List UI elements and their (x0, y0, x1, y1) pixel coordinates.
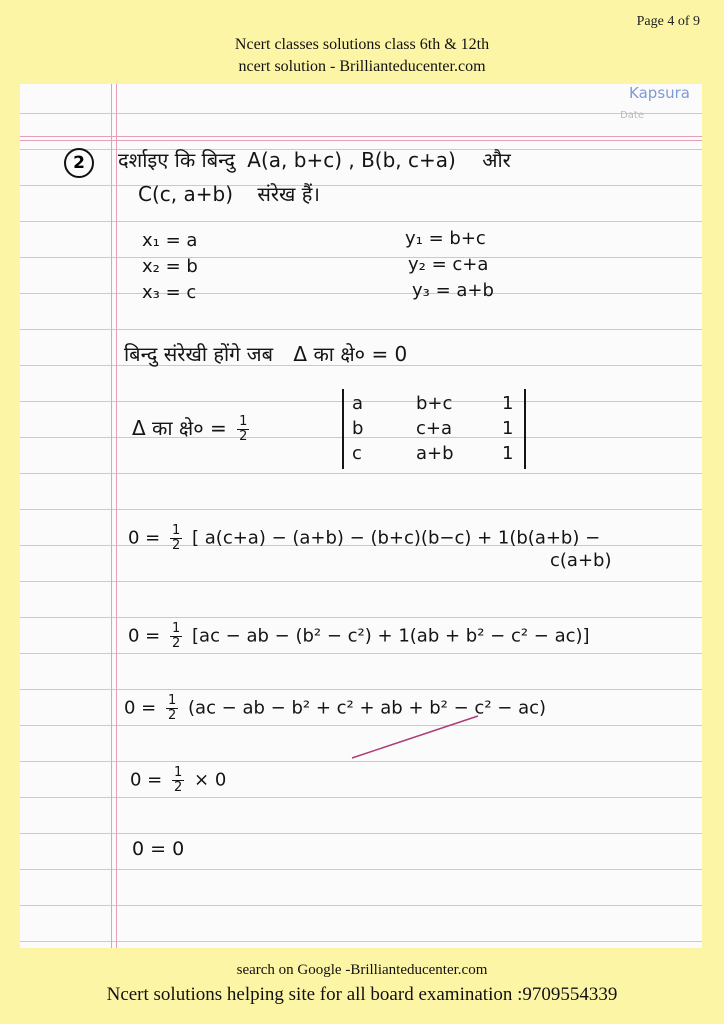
question-line-2 (138, 180, 320, 207)
det-cell: b+c (416, 393, 453, 414)
question-collinear: संरेख हैं। (257, 182, 320, 206)
det-cell: 1 (502, 443, 514, 464)
step-2-fraction (170, 622, 182, 651)
top-margin-line (20, 136, 702, 137)
area-label: Δ का क्षे० = (132, 416, 227, 440)
date-label: Date (620, 110, 644, 121)
footer-contact: Ncert solutions helping site for all board examination :9709554339 (106, 984, 618, 1005)
fraction-denominator: 2 (174, 780, 183, 795)
footer-search: search on Google -Brillianteducenter.com (236, 962, 488, 978)
question-line-1 (118, 146, 511, 173)
collinear-condition (124, 340, 407, 367)
given-y2: y₂ = c+a (408, 254, 489, 275)
question-points: A(a, b+c) , B(b, c+a) (247, 148, 456, 172)
step-4-fraction (172, 766, 184, 795)
step-2 (128, 622, 590, 651)
given-y3: y₃ = a+b (412, 280, 494, 301)
fraction-denominator: 2 (239, 429, 248, 444)
cancel-stroke (350, 714, 480, 760)
fraction-numerator: 1 (172, 523, 181, 538)
determinant (342, 389, 526, 469)
det-cell: 1 (502, 393, 514, 414)
question-hindi: दर्शाइए कि बिन्दु (118, 148, 235, 172)
fraction-denominator: 2 (168, 708, 177, 723)
given-y1: y₁ = b+c (405, 228, 486, 249)
step-1-lhs: 0 = (128, 527, 161, 549)
step-3-lhs: 0 = (124, 697, 157, 719)
step-5: 0 = 0 (132, 838, 185, 860)
det-cell: c (352, 443, 362, 464)
fraction-numerator: 1 (239, 414, 248, 429)
step-1-continued: c(a+b) (550, 550, 612, 571)
step-4 (130, 766, 226, 795)
step-3 (124, 694, 546, 723)
condition-hindi: बिन्दु संरेखी होंगे जब (124, 342, 274, 366)
step-1-rhs: [ a(c+a) − (a+b) − (b+c)(b−c) + 1(b(a+b) − (192, 527, 601, 549)
det-cell: c+a (416, 418, 453, 439)
condition-area: Δ का क्षे० = 0 (293, 342, 408, 366)
step-3-rhs: (ac − ab − b² + c² + ab + b² − c² − ac) (188, 697, 547, 719)
page-number: Page 4 of 9 (636, 14, 700, 29)
step-3-fraction (166, 694, 178, 723)
step-4-lhs: 0 = (130, 769, 163, 791)
det-cell: a (352, 393, 364, 414)
step-2-lhs: 0 = (128, 625, 161, 647)
fraction-numerator: 1 (172, 621, 181, 636)
fraction-numerator: 1 (174, 765, 183, 780)
det-cell: a+b (416, 443, 454, 464)
det-cell: 1 (502, 418, 514, 439)
given-x2: x₂ = b (142, 256, 198, 277)
fraction-numerator: 1 (168, 693, 177, 708)
question-and: और (482, 148, 511, 172)
notebook-brand: Kapsura (629, 84, 690, 102)
question-point-c: C(c, a+b) (138, 182, 233, 206)
given-x3: x₃ = c (142, 282, 197, 303)
question-number: 2 (64, 148, 94, 178)
step-1 (128, 524, 600, 553)
fraction-denominator: 2 (172, 538, 181, 553)
step-2-rhs: [ac − ab − (b² − c²) + 1(ab + b² − c² − ac)] (192, 625, 590, 647)
step-4-rhs: × 0 (194, 769, 227, 791)
det-cell: b (352, 418, 364, 439)
fraction-denominator: 2 (172, 636, 181, 651)
top-margin-line-2 (20, 140, 702, 141)
header-title: Ncert classes solutions class 6th & 12th (234, 36, 490, 53)
notebook-page (20, 84, 702, 948)
header-subtitle: ncert solution - Brillianteducenter.com (238, 58, 486, 75)
given-x1: x₁ = a (142, 230, 198, 251)
margin-line-left-2 (116, 84, 117, 948)
step-1-fraction (170, 524, 182, 553)
half-fraction (237, 415, 249, 444)
margin-line-left (111, 84, 112, 948)
area-formula (132, 414, 253, 444)
